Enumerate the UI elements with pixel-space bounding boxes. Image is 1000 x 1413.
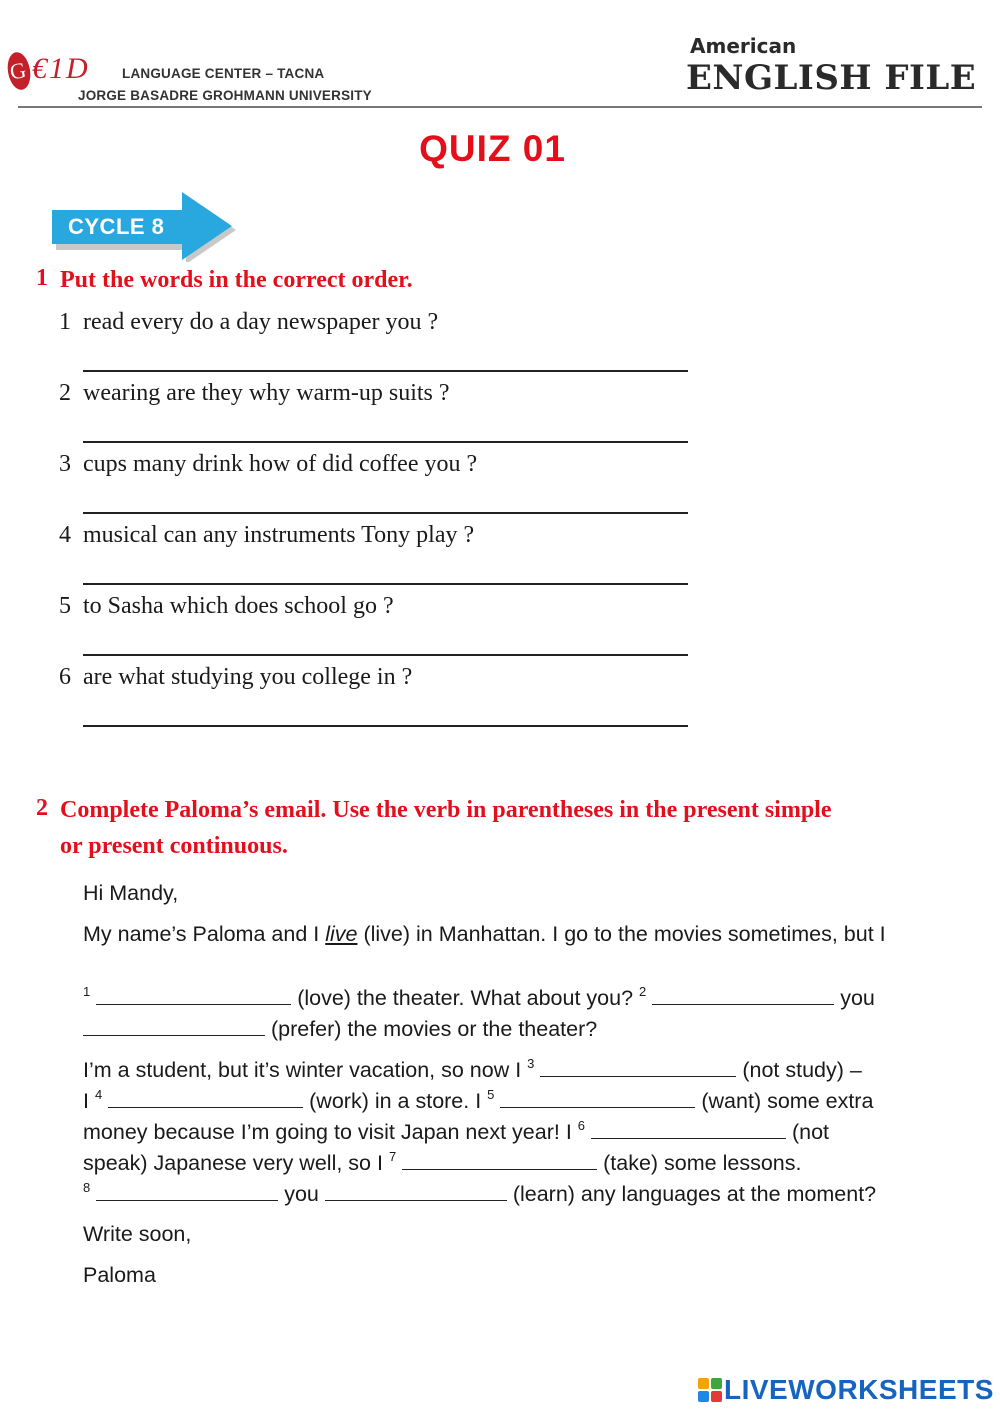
answer-line-3[interactable] [83, 512, 688, 514]
answer-line-5[interactable] [83, 654, 688, 656]
gap-number: 3 [527, 1056, 535, 1071]
item-prompt: to Sasha which does school go ? [83, 593, 394, 619]
section2-number: 2 [36, 795, 48, 821]
brand-title: ENGLISH FILE [686, 58, 977, 98]
header-divider [18, 106, 982, 108]
email-line-gap-7: speak) Japanese very well, so I $^7$ (take) some lessons. [83, 1149, 802, 1175]
item-number: 2 [59, 380, 71, 406]
gap-5-blank[interactable] [500, 1085, 695, 1108]
email-line-gap-8: $^8$ you (learn) any languages at the moment? [83, 1180, 877, 1206]
page-title: QUIZ 01 [419, 128, 566, 169]
item-number: 3 [59, 451, 71, 477]
email-closing: Write soon, [83, 1222, 192, 1246]
email-paragraph-1: My name’s Paloma and I live (live) in Manhattan. I go to the movies sometimes, but I [83, 922, 886, 946]
gap-3-blank[interactable] [540, 1054, 736, 1077]
item-number: 4 [59, 522, 71, 548]
email-line-gap-2: (prefer) the movies or the theater? [83, 1013, 597, 1045]
footer-brand: LIVEWORKSHEETS [724, 1374, 994, 1405]
answer-line-4[interactable] [83, 583, 688, 585]
brand-subtitle: American [690, 34, 797, 58]
email-signature: Paloma [83, 1263, 156, 1287]
email-line-gaps-1-2: $^1$ (love) the theater. What about you? $^2$ you [83, 984, 875, 1010]
item-number: 1 [59, 309, 71, 335]
gap-number: 6 [577, 1118, 585, 1133]
cycle-label: CYCLE 8 [68, 214, 165, 239]
gap-number: 5 [487, 1087, 495, 1102]
section2-instruction-line2: or present continuous. [60, 833, 288, 859]
answer-line-6[interactable] [83, 725, 688, 727]
gap-6-blank[interactable] [591, 1116, 786, 1139]
example-answer: live [325, 922, 358, 946]
gap-number: 4 [94, 1087, 103, 1102]
item-prompt: wearing are they why warm-up suits ? [83, 380, 450, 406]
school-name-line1: LANGUAGE CENTER – TACNA [122, 66, 325, 81]
email-line-gap-3: I’m a student, but it’s winter vacation, so now I $^3$ (not study) – [83, 1056, 862, 1082]
item-prompt: musical can any instruments Tony play ? [83, 522, 475, 548]
gap-number: 7 [388, 1149, 397, 1164]
gap-4-blank[interactable] [108, 1085, 303, 1108]
item-number: 5 [59, 593, 71, 619]
gap-8b-blank[interactable] [325, 1178, 507, 1201]
gap-2b-blank[interactable] [83, 1013, 265, 1036]
email-line-gaps-4-5: I $^4$ (work) in a store. I $^5$ (want) some extra [83, 1087, 874, 1113]
email-line-gap-6: money because I’m going to visit Japan next year! I $^6$ (not [83, 1118, 830, 1144]
answer-line-1[interactable] [83, 370, 688, 372]
school-name-line2: JORGE BASADRE GROHMANN UNIVERSITY [78, 88, 372, 103]
gap-number: 8 [83, 1180, 91, 1195]
liveworksheets-logo-icon [698, 1378, 722, 1402]
section1-number: 1 [36, 265, 48, 291]
email-greeting: Hi Mandy, [83, 881, 179, 905]
section2-instruction-line1: Complete Paloma’s email. Use the verb in parentheses in the present simple [60, 797, 832, 823]
gap-2a-blank[interactable] [652, 982, 834, 1005]
item-number: 6 [59, 664, 71, 690]
gap-7-blank[interactable] [402, 1147, 597, 1170]
answer-line-2[interactable] [83, 441, 688, 443]
item-prompt: cups many drink how of did coffee you ? [83, 451, 478, 477]
gap-8a-blank[interactable] [96, 1178, 278, 1201]
section1-instruction: Put the words in the correct order. [60, 267, 413, 293]
item-prompt: read every do a day newspaper you ? [83, 309, 439, 335]
gap-number: 1 [83, 984, 91, 999]
item-prompt: are what studying you college in ? [83, 664, 413, 690]
gap-number: 2 [639, 984, 647, 999]
language-center-logo: G€1D [8, 52, 98, 102]
gap-1-blank[interactable] [96, 982, 291, 1005]
